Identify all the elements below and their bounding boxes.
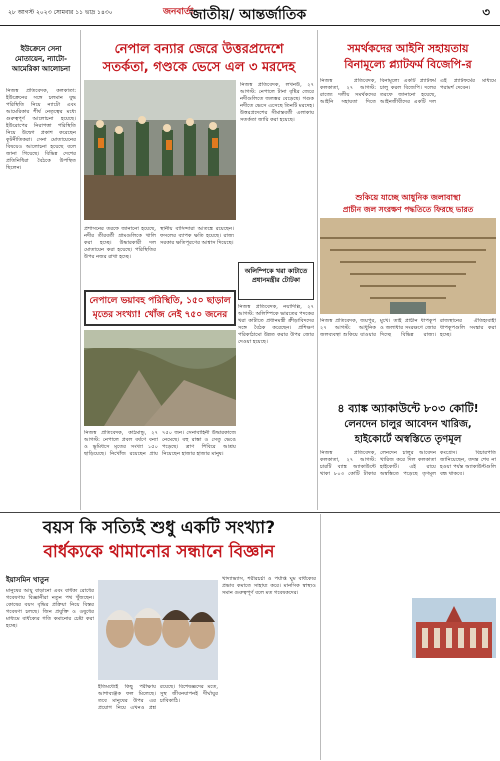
left-kicker: ইউক্রেনে সেনা মোতায়েন, ন্যাটো-আমেরিকা আলোচনা bbox=[11, 45, 71, 73]
brand-logo: জনবার্তা bbox=[163, 7, 194, 17]
age-body-3: খাদ্যাভ্যাস, শরীরচর্চা ও পর্যাপ্ত ঘুম বার্ধক্যের প্রভাব কমাতে সাহায্য করে। মানসিক স্বাস্থ্যও সমান গুরুত্বপূর্ণ বলে মত গবেষকদের। bbox=[222, 576, 316, 596]
high-court-photo bbox=[412, 598, 496, 658]
landslide-photo bbox=[84, 330, 236, 426]
nepal-body-3: স্থানীয় বাসিন্দারা আতঙ্কে রয়েছেন। ফসলের ব্যাপক ক্ষতি হয়েছে। রাজ্য সরকার ক্ষতিপূরণের আশ্বাস দিয়েছে। bbox=[160, 226, 234, 246]
bank-body: নিজস্ব প্রতিবেদক, কলকাতা, ২৭ আগস্ট: চারটি ব্যাঙ্ক অ্যাকাউন্টে থাকা ৮০৩ কোটি টাকার লেনদেন চালুর আবেদন খারিজ করে দিল কলকাতা হাইকোর্ট। এই রায়ে অস্বস্তিতে পড়েছে তৃণমূল কংগ্রেস। বিচারপতি জানিয়েছেন, তদন্ত শেষ না হওয়া পর্যন্ত অ্যাকাউন্টগুলি বন্ধ থাকবে। bbox=[320, 450, 496, 477]
page-header bbox=[0, 0, 500, 26]
nepal-body-1: নিজস্ব প্রতিবেদক, লখনউ, ২৭ আগস্ট: নেপালে টানা বৃষ্টির জেরে নদীগুলিতে জলস্তর বেড়েছে। গণ্ডক নদীতে ভেসে এসেছে তিনটি মরদেহ। উত্তরপ্রদেশের সীমান্তবর্তী এলাকায় সতর্কতা জারি করা হয়েছে। bbox=[240, 82, 314, 123]
column-divider bbox=[320, 514, 321, 760]
section-title: জাতীয়/ আন্তর্জাতিক bbox=[190, 7, 307, 23]
age-headline-2: বার্ধক্যকে থামানোর সন্ধানে বিজ্ঞান bbox=[43, 542, 275, 562]
page-number: ৩ bbox=[482, 5, 490, 19]
nepal-body-2: প্রশাসনের তরফে জানানো হয়েছে, নদীর তীরবর্তী গ্রামগুলিকে খালি করা হচ্ছে। উদ্ধারকারী দল মোতায়েন করা হয়েছে। পরিস্থিতির উপর নজর রাখা হচ্ছে। bbox=[84, 226, 156, 260]
nepal-box-body: নিজস্ব প্রতিবেদক, কাঠমান্ডু, ২৭ আগস্ট: নেপালে প্রবল বর্ষণে বন্যা ও ভূমিধসে মৃতের সংখ্যা ১৫০ ছাড়িয়েছে। নিখোঁজ রয়েছেন প্রায় ৭৫০ জন। সেনাবাহিনী উদ্ধারকাজে নেমেছে। বহু রাস্তা ও সেতু ভেঙে পড়েছে। ত্রাণ শিবিরে আশ্রয় নিয়েছেন হাজার হাজার মানুষ। bbox=[84, 430, 236, 457]
stepwell-photo bbox=[320, 218, 496, 314]
olympic-headline: অলিম্পিকে খরা কাটাতে প্রধানমন্ত্রীর টোটকা bbox=[244, 267, 308, 284]
age-body-1: মানুষের আয়ু বাড়ানো এবং বার্ধক্য রোধের গবেষণায় বিজ্ঞানীরা নতুন পথ খুঁজছেন। কোষের বয়স বৃদ্ধির প্রক্রিয়া নিয়ে বিস্তর গবেষণা চলছে। জিন প্রযুক্তি ও ওষুধের মাধ্যমে বার্ধক্যের গতি কমানোর চেষ্টা করা হচ্ছে। bbox=[6, 588, 94, 629]
column-divider bbox=[80, 30, 81, 510]
bank-headline-1: ৪ ব্যাঙ্ক অ্যাকাউন্টে ৮০৩ কোটি! bbox=[337, 402, 479, 415]
age-headline-1: বয়স কি সত্যিই শুধু একটি সংখ্যা? bbox=[42, 518, 276, 538]
section-divider bbox=[0, 512, 500, 513]
age-byline: ইয়াসমিন খাতুন bbox=[6, 576, 49, 584]
nepal-flood-photo bbox=[84, 80, 236, 220]
olympic-box bbox=[238, 262, 314, 300]
bank-headline-3: হাইকোর্টে অস্বস্তিতে তৃণমূল bbox=[354, 434, 462, 445]
water-headline-2: প্রাচীন জল সংরক্ষণ পদ্ধতিতে ফিরছে ভারত bbox=[342, 205, 474, 214]
column-divider bbox=[317, 30, 318, 510]
aging-faces-photo bbox=[98, 580, 218, 680]
issue-date: ২৮ আগস্ট ২০২৩ সোমবার ১১ ভাদ্র ১৪৩০ bbox=[8, 9, 113, 16]
nepal-box-headline-1: নেপালে ভয়াবহ পরিস্থিতি, ১৫০ ছাড়াল bbox=[89, 296, 231, 306]
nepal-box-headline-2: মৃতের সংখ্যা! খোঁজ নেই ৭৫০ জনের bbox=[92, 310, 228, 320]
water-body: নিজস্ব প্রতিবেদক, জয়পুর, ২৭ আগস্ট: আধুনিক জলব্যবস্থা শুকিয়ে যাওয়ার মুখে। তাই প্রাচীন ধাপকূপ ও জলাধার সংরক্ষণে জোর দিচ্ছে বিভিন্ন রাজ্য। রাজস্থানের ঐতিহ্যবাহী ধাপকূপগুলি সংস্কার করা হচ্ছে। bbox=[320, 318, 496, 338]
olympic-body: নিজস্ব প্রতিবেদক, নয়াদিল্লি, ২৭ আগস্ট: অলিম্পিকে ভারতের পদকের খরা কাটাতে প্রধানমন্ত্রী ক্রীড়াবিদদের সঙ্গে বৈঠক করেছেন। প্রশিক্ষণ পরিকাঠামো উন্নত করার উপর জোর দেওয়া হয়েছে। bbox=[238, 304, 314, 345]
water-headline-1: শুকিয়ে যাচ্ছে আধুনিক জলাবাস্থা bbox=[355, 193, 461, 202]
age-body-2: ইতিমধ্যেই কিছু পরীক্ষায় আশাব্যঞ্জক ফল মিলেছে। তবে মানুষের উপর এর প্রয়োগ নিয়ে এখনও প্রশ্ন রয়েছে। বিশেষজ্ঞদের মতে, সুস্থ জীবনযাপনই দীর্ঘায়ুর চাবিকাঠি। bbox=[98, 684, 218, 711]
nepal-box bbox=[84, 290, 236, 326]
bank-headline-2: লেনদেন চালুর আবেদন খারিজ, bbox=[344, 419, 472, 430]
bjp-body: নিজস্ব প্রতিবেদক, কলকাতা, ২৭ আগস্ট: রাজ্যে দলীয় সমর্থকদের আইনি সহায়তা দিতে বিনামূল্যে একটি প্ল্যাটফর্ম চালু করল বিজেপি। দলের তরফে জানানো হয়েছে, আইনজীবীদের একটি দল এই প্ল্যাটফর্মের মাধ্যমে পরামর্শ দেবেন। bbox=[320, 78, 496, 105]
left-column-body: নিজস্ব প্রতিবেদক, কলকাতা: ইউক্রেনের সঙ্গে চলমান যুদ্ধ পরিস্থিতি নিয়ে ন্যাটো এবং আমেরিকার শীর্ষ নেতৃত্বের মধ্যে গুরুত্বপূর্ণ আলোচনা হয়েছে। ইউরোপের নিরাপত্তা পরিস্থিতি নিয়ে উদ্বেগ প্রকাশ করেছেন কূটনীতিকরা। সেনা মোতায়েনের বিষয়েও আলোচনা হয়েছে বলে জানা গিয়েছে। বিভিন্ন দেশের প্রতিনিধিরা বৈঠকে উপস্থিত ছিলেন। bbox=[6, 88, 76, 171]
bjp-headline-1: সমর্থকদের আইনি সহায়তায় bbox=[347, 42, 469, 55]
nepal-headline-2: সতর্কতা, গণ্ডকে ভেসে এল ৩ মরদেহ bbox=[102, 60, 296, 75]
nepal-headline-1: নেপাল বন্যার জেরে উত্তরপ্রদেশে bbox=[114, 42, 284, 57]
bjp-headline-2: বিনামূল্যে প্ল্যাটফর্ম বিজেপি-র bbox=[344, 58, 472, 71]
